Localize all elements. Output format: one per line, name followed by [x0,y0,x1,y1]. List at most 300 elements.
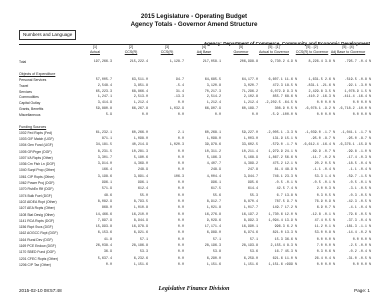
cell-value: 59,880.8 [95,107,112,111]
cell-value: 871.1 [101,136,112,141]
cell-value: 66,267.8 [131,107,148,111]
row-label: Miscellaneous [19,112,41,117]
cell-value: 0.3 0.5 % [316,193,335,198]
cell-value: 2,102.8 [243,95,258,100]
cell-value: 0.0 [177,212,184,217]
column-name: Actual to Governor [259,49,289,54]
cell-value: 821.0 13.3 % [272,231,297,236]
cell-value: 42.5 7.4 % [276,187,297,192]
cell-value: -6,078.1 -9.2 % [304,107,335,111]
cell-value: 621.6 11.0 % [272,256,297,261]
cell-value: 1,730.6 12.0 % [268,212,297,217]
column-number: [3] [165,45,169,49]
cell-value: -11.7 -0.2 % [310,155,335,160]
cell-value: 3,301.7 [97,155,112,160]
cell-value: 4,369.0 [133,162,148,167]
cell-value: 1,032.9 [169,107,184,111]
cell-value: 7,897.9 [97,218,112,223]
cell-value: 70,217.3 [204,89,221,94]
cell-value: 5,168.9 [243,155,258,160]
row-label: 1004 Gen Fund (UGF) [19,143,53,148]
cell-value: 614.4 [247,187,258,192]
cell-value: -13.3 [173,95,184,100]
cell-value: 2.0 0.3 % [316,187,335,192]
cell-value: -831.1 -21.6 % [306,83,335,88]
cell-value: 2,514.2 [206,95,221,100]
cell-value: -99.8 -1.0 % [346,149,371,154]
numbers-language-box: Numbers and Language [19,30,76,40]
cell-value: 3,414.9 [97,101,112,106]
cell-value: 1,021.8 [206,206,221,211]
cell-value: 40,214.9 [131,143,148,148]
cell-value: -1.1 -0.4 % [312,168,335,173]
cell-value: 1,094.4 13.9 % [268,218,297,223]
cell-value: 57.1 [212,237,221,242]
cell-value: 0.0 [177,149,184,154]
cell-value: 1,098.0 [206,136,221,141]
cell-value: -59.7 -1.5 % [346,174,371,179]
cell-value: -79.6 -0.5 % [346,212,371,217]
cell-value: 996.1 [137,181,148,185]
row-label: 1156 Rcpt Svcs (DGF) [19,225,53,230]
row-label: 1002 Fed Rcpts (Fed) [19,130,52,135]
total-value: 197,266.3 [93,60,112,64]
cell-value: 53.6 [249,250,258,255]
cell-value: 66,907.9 [204,107,221,111]
total-value: -795.7 -0.4 % [344,60,371,64]
total-label: Total [19,60,27,64]
cell-value: 248.9 [137,168,148,173]
cell-value: 94.7 [175,78,184,82]
cell-value: 4,389.2 [243,162,258,167]
cell-value: -5.9 -100.0 % [270,112,297,117]
cell-value: -6,612.4 -16.4 % [302,143,335,148]
row-label: 1108 Stat Desig (Other) [19,212,55,217]
row-label: Commodities [19,95,39,100]
cell-value: -411.4 -16.4 % [342,95,371,100]
cell-value: 53.0 0.8 % [314,231,335,236]
cell-value: 166.4 [101,168,112,173]
funding-sources-title: Funding Sources [19,124,47,129]
cell-value: 16.7 45.3 % [274,250,297,255]
cell-value: -0.5 -0.1 % [274,181,297,185]
cell-value: 76.9 0.9 % [314,199,335,204]
report-title: 2015 Legislature - Operating Budget [140,13,248,20]
cell-value: 57.1 [139,237,148,242]
cell-value: 0.3 0.6 % [316,250,335,255]
cell-value: 0.0 0.0 % [352,101,371,106]
cell-value: -42.3 -0.5 % [346,199,371,204]
cell-value: -4.1 -0.4 % [348,206,371,211]
cell-value: 0.0 [177,187,184,192]
cell-value: 131.9 15.1 % [272,136,297,141]
cell-value: -1,041.1 -1.7 % [340,130,371,135]
total-value: 9,730.2 4.9 % [270,60,297,64]
cell-value: -31.0 -0.5 % [346,256,371,261]
row-label: 1201 CFEC Rcpts (Other) [19,256,59,261]
cell-value: 55.6 [212,193,221,198]
objects-of-expenditure-title: Objects of Expenditure [19,72,56,76]
cell-value: 61,232.1 [95,130,112,135]
cell-value: 64,685.5 [204,78,221,82]
cell-value: 6,259.0 [243,256,258,261]
cell-value: 14,466.6 [95,212,112,217]
row-label: 1170 SBED Fund (DGF) [19,250,56,255]
cell-value: 855.7 68.6 % [272,95,297,100]
cell-value: -2,005.1 -3.3 % [266,130,297,135]
cell-value: -0.2 -0.4 % [348,250,371,255]
cell-value: -1.1 -0.4 % [348,168,371,173]
cell-value: -14.4 -0.2 % [346,231,371,236]
cell-value: 8,870.4 [243,199,258,204]
cell-value: -410.2 -16.3 % [306,95,335,100]
cell-value: 8,231.5 [97,149,112,154]
cell-value: 6,232.6 [133,256,148,261]
row-label: 1164 Rural Dev (DGF) [19,237,53,242]
cell-value: 0.0 [177,231,184,236]
cell-value: 4,407.7 [206,162,221,167]
cell-value: 3,891.4 [133,174,148,179]
cell-value: 53.8 [212,250,221,255]
cell-value: -69.9 -0.7 % [310,149,335,154]
column-number: [5] [239,45,243,49]
row-label: 1005 GF/Prgm (DGF) [19,149,52,154]
row-label: 1040 Surpl Prop (Other) [19,168,56,173]
cell-value: 0.0 [177,218,184,223]
cell-value: 81.4 48.9 % [274,168,297,173]
column-header [114,45,148,54]
cell-value: 41.8 [103,237,112,242]
cell-value: 55.3 [249,193,258,198]
cell-value: 0.0 [177,112,184,117]
column-name: Adj Base to Governor [330,49,366,54]
cell-value: 2,429.8 3.5 % [308,89,335,94]
cell-value: 48.6 [103,193,112,198]
cell-value: 0.0 0.0 % [316,101,335,106]
cell-value: 0.0 [177,244,184,248]
cell-value: 34,181.5 [95,143,112,148]
row-label: Capital Outlay [19,101,41,106]
cell-value: -6,718.2 -10.0 % [338,107,371,111]
cell-value: 53.3 [139,250,148,255]
cell-value: 28,196.3 [204,244,221,248]
cell-value: 6.9 0.7 % [316,206,335,211]
cell-value: 55.0 [139,193,148,198]
cell-value: 28,186.8 [131,244,148,248]
row-label: 1003 G/F Match (UGF) [19,136,54,141]
cell-value: 0.0 [177,250,184,255]
cell-value: 1,212.4 [206,101,221,106]
cell-value: 1,151.6 [133,262,148,267]
cell-value: 1,151.6 [206,262,221,267]
cell-value: -92.1 -3.0 % [346,83,371,88]
cell-value: 16,210.0 [131,212,148,217]
cell-value: 10,211.4 [241,149,258,154]
cell-value: 1,078.9 1.5 % [344,89,371,94]
cell-value: 0.0 [177,206,184,211]
cell-value: 60,266.0 [131,130,148,135]
row-label: 1169 PCE Endow (DGF) [19,244,56,248]
cell-value: 995.6 [247,181,258,185]
cell-value: -0.5 -0.1 % [312,181,335,185]
cell-value: 1,003.0 [243,136,258,141]
total-value: 1,128.7 [169,60,184,64]
cell-value: 15.3 36.6 % [274,237,297,242]
cell-value: -17.4 -0.3 % [346,155,371,160]
cell-value: 1,151.6 [243,262,258,267]
column-name: CCS(R) [160,49,174,54]
total-value: 206,998.8 [239,60,258,64]
cell-value: -1,039.0 -1.7 % [304,130,335,135]
row-label: Grants, Benefits [19,107,44,111]
cell-value: 17,171.4 [204,225,221,230]
cell-value: -12.8 -0.1 % [310,212,335,217]
cell-value: 868.0 [101,206,112,211]
column-number: [5] - [2] [306,45,318,49]
cell-value: 0.0 0.0 % [316,237,335,242]
cell-value: 0.0 0.0 % [352,262,371,267]
cell-value: 65,223.3 [95,89,112,94]
column-number: [4] [202,45,206,49]
cell-value: 36.9 [103,250,112,255]
cell-value: 47.4 0.5 % [314,218,335,223]
cell-value: 0.0 0.0 % [316,262,335,267]
total-value: 215,222.4 [129,60,148,64]
cell-value: 0.0 [177,262,184,267]
cell-value: 0.0 0.0 % [352,237,371,242]
cell-value: 6,989.0 [206,231,221,236]
cell-value: 1,212.4 [133,101,148,106]
cell-value: 26,038.4 [95,244,112,248]
cell-value: 26.4 0.4 % [314,256,335,261]
cell-value: 11.2 0.1 % [314,225,335,230]
cell-value: -181.3 -1.1 % [344,225,371,230]
cell-value: 64,177.0 [241,78,258,82]
cell-value: 996.3 6.2 % [274,225,297,230]
cell-value: 0.0 0.0 % [352,112,371,117]
cell-value: -37.3 -0.4 % [346,218,371,223]
cell-value: 248.9 [210,168,221,173]
cell-value: 20.2 0.5 % [314,162,335,167]
row-label: 1141 RCA Rcpts (DGF) [19,218,55,223]
cell-value: 3,120.8 [206,83,221,88]
cell-value: 3,914.0 [97,162,112,167]
cell-value: 57,005.7 [95,78,112,82]
column-number: [1] [93,45,97,49]
cell-value: 1,010.8 [133,206,148,211]
cell-value: 5,637.4 [97,256,112,261]
cell-value: 2,548.4 [97,83,112,88]
cell-value: 60,268.1 [204,130,221,135]
cell-value: -0.3 -0.5 % [348,193,371,198]
footer-division: Legislative Finance Division [158,286,230,292]
column-name: Actual [90,49,100,54]
cell-value: -95.0 -8.7 % [310,136,335,141]
cell-value: 0.0 0.0 % [316,112,335,117]
cell-value: 71,296.2 [241,89,258,94]
column-name: CCS(R) [124,49,138,54]
cell-value: 617.5 [210,187,221,192]
column-number: [5] - [1] [268,45,280,49]
cell-value: 0.0 [251,112,258,117]
cell-value: 68,866.4 [131,89,148,94]
row-label: 1062 Power Proj (DGF) [19,181,55,185]
cell-value: 0.0 [177,181,184,185]
cell-value: 1,979.9 24.1 % [268,149,297,154]
cell-value: 0.0 [177,193,184,198]
total-value: 8,226.4 3.8 % [308,60,335,64]
column-header [150,45,184,54]
cell-value: 0.0 [177,225,184,230]
cell-value: 0.0 [177,155,184,160]
cell-value: 106.3 [173,174,184,179]
cell-value: 8,793.5 [133,199,148,204]
total-value: 217,058.1 [202,60,221,64]
cell-value: 3,944.7 [243,174,258,179]
cell-value: 8,944.9 [133,218,148,223]
row-label: 1102 AIDEA Rcpt (Other) [19,199,57,204]
cell-value: 3,198.6 [97,174,112,179]
cell-value: 53.3 1.4 % [314,174,335,179]
cell-value: 57.1 [249,237,258,242]
cell-value: 16,276.8 [204,212,221,217]
cell-value: 2,155.4 8.3 % [270,244,297,248]
cell-value: -6,376.1 -15.9 % [338,143,371,148]
cell-value: 996.1 [101,181,112,185]
cell-value: 59,227.0 [241,130,258,135]
cell-value: 63,511.0 [131,78,148,82]
cell-value: 6,607.1 11.6 % [268,78,297,82]
cell-value: 39,978.6 [204,143,221,148]
row-label: 1061 CIP Rcpts (Other) [19,174,55,179]
cell-value: 0.0 [177,199,184,204]
cell-value: 1,631.5 2.6 % [308,78,335,82]
cell-value: 7.0 0.0 % [316,244,335,248]
row-label: 1074 Bulk Fuel (DGF) [19,193,52,198]
cell-value: -579.0 -1.7 % [270,143,297,148]
cell-value: -5.4 [175,83,184,88]
cell-value: 6,153.6 [97,231,112,236]
row-label: Personal Services [19,78,47,82]
cell-value: 3,851.8 [133,83,148,88]
cell-value: 0.0 [177,237,184,242]
cell-value: 5,186.3 [206,155,221,160]
cell-value: 308.9 0.5 % [274,107,297,111]
row-label: 1036 Cm Fish Ln (DGF) [19,162,56,167]
cell-value: 15,993.8 [95,225,112,230]
cell-value: -95.0 -8.7 % [346,136,371,141]
row-label: 1070 FishEn Rlf (DGF) [19,187,54,192]
column-number: [5] - [4] [342,45,354,49]
column-name: CCS(R) to Governor [295,49,329,54]
cell-value: 0.0 [105,262,112,267]
column-header [187,45,221,54]
cell-value: 33,602.5 [241,143,258,148]
cell-value: 6,921.6 [133,231,148,236]
cell-value: 6,290.0 [206,256,221,261]
cell-value: 0.0 [141,112,148,117]
cell-value: 247.8 [247,168,258,173]
column-header [78,45,112,54]
cell-value: 28,193.8 [241,244,258,248]
cell-value: 1,212.4 [243,101,258,106]
cell-value: 0.0 [214,112,221,117]
cell-value: 3,020.7 [243,83,258,88]
cell-value: 612.4 [137,187,148,192]
cell-value: 6,974.6 [243,231,258,236]
column-number: [2] [129,45,133,49]
cell-value: 5.9 [105,112,112,117]
cell-value: 4,004.4 [206,174,221,179]
cell-value: 10,281.3 [131,149,148,154]
cell-value: 5,180.6 [133,155,148,160]
cell-value: 1,247.1 [97,95,112,100]
row-label: Travel [19,83,29,88]
cell-value: 571.9 [101,187,112,192]
footer-date: 2015-02-10 08:57:48 [19,288,62,293]
cell-value: 60,189.7 [241,107,258,111]
row-label: 1107 AEA Rcpts (Other) [19,206,55,211]
cell-value: 1,020.3 [169,143,184,148]
row-label: Services [19,89,33,94]
cell-value: 0.0 [177,256,184,261]
cell-value: 2,513.0 [133,95,148,100]
cell-value: 2.1 [177,130,184,135]
cell-value: 787.5 9.7 % [274,199,297,204]
cell-value: -519.5 -0.8 % [344,78,371,82]
cell-value: -3.1 -0.5 % [348,187,371,192]
cell-value: 31.4 [175,89,184,94]
column-name: Governor [233,49,249,54]
cell-value: 8,992.3 [243,218,258,223]
cell-value: 8,912.7 [206,199,221,204]
cell-value: 1,098.0 [133,136,148,141]
cell-value: 16,197.2 [241,212,258,217]
cell-value: 0.0 [177,162,184,167]
cell-value: 1,017.7 [243,206,258,211]
cell-value: 0.0 [177,136,184,141]
cell-value: -2,202.5 -64.5 % [264,101,297,106]
cell-value: 472.3 18.5 % [272,83,297,88]
row-label: 1206 C/P Tax (Other) [19,262,51,267]
cell-value: 16,990.1 [241,225,258,230]
cell-value: 1,867.2 56.6 % [268,155,297,160]
cell-value: 6.7 13.8 % [276,193,297,198]
report-subtitle: Agency Totals - Governor Amend Structure [130,21,258,28]
cell-value: 0.0 [177,101,184,106]
cell-value: 9,029.6 [206,218,221,223]
cell-value: -18.5 -0.4 % [346,162,371,167]
agency-label: Agency: Department of Commerce, Community and Economic Development [203,41,370,46]
cell-value: -2.5 -0.0 % [348,244,371,248]
row-label: 1007 I/A Rcpts (Other) [19,155,53,160]
cell-value: 16,978.9 [131,225,148,230]
column-name: Adj Base [196,49,212,54]
cell-value: 8,082.9 [97,199,112,204]
cell-value: 10,311.2 [204,149,221,154]
footer-page: Page: 1 [354,288,370,293]
cell-value: 1,151.6 >999 % [268,262,297,267]
cell-value: -0.5 -0.1 % [348,181,371,185]
cell-value: 996.1 [210,181,221,185]
cell-value: 0.0 [177,168,184,173]
column-header [325,45,371,54]
cell-value: 475.2 12.1 % [272,162,297,167]
cell-value: 149.7 17.2 % [272,206,297,211]
cell-value: 746.1 23.3 % [272,174,297,179]
cell-value: 6,072.9 9.3 % [270,89,297,94]
row-label: 1162 AOGCC Rcpt (DGF) [19,231,58,236]
